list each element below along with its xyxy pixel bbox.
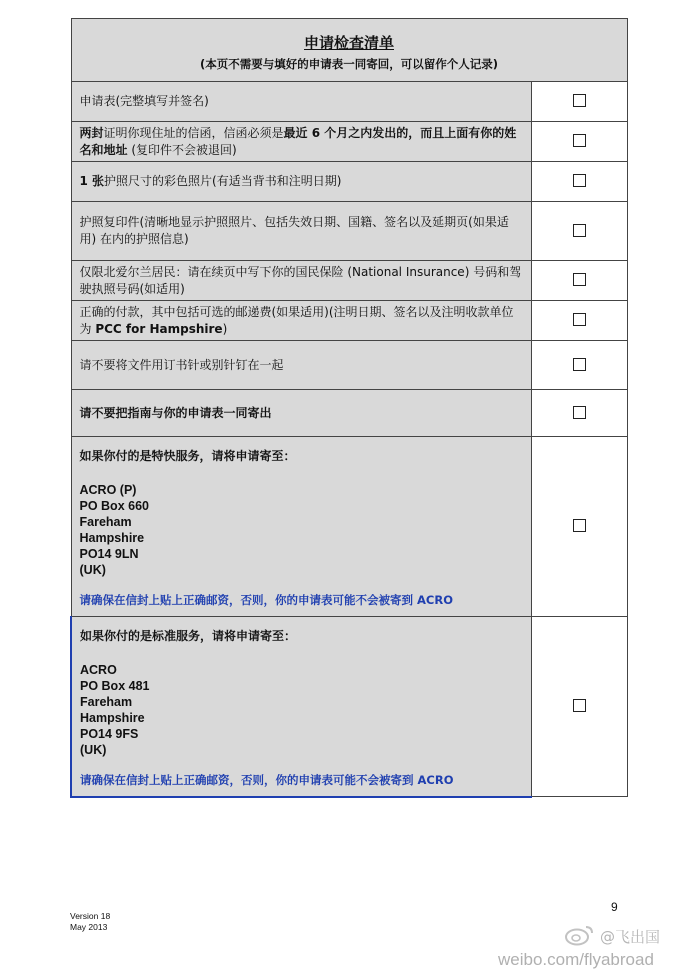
address-line: Fareham	[80, 694, 133, 709]
standard-service-block	[71, 617, 531, 797]
address-line: (UK)	[79, 563, 106, 577]
item-text-bold: 最近 6 个月之内发出的，而且上面有你的姓名和地址	[79, 125, 517, 157]
address-line: PO14 9FS	[80, 726, 139, 741]
express-postage-note: 请确保在信封上贴上正确邮资，否则，你的申请表可能不会被寄到 ACRO	[79, 593, 453, 607]
checkbox[interactable]	[573, 174, 586, 187]
standard-address	[80, 662, 523, 758]
checkbox[interactable]	[573, 273, 586, 286]
standard-intro: 如果你付的是标准服务，请将申请寄至：	[80, 628, 297, 643]
checkbox[interactable]	[573, 134, 586, 147]
item-text: 申请表(完整填写并签名)	[79, 94, 209, 108]
express-address	[80, 482, 523, 578]
address-line: ACRO	[80, 662, 117, 677]
item-passport-copy	[71, 202, 531, 261]
item-text: 护照复印件(清晰地显示护照照片、包括失效日期、国籍、签名以及延期页(如果适用) 在内的护照信息)	[79, 215, 509, 246]
address-line: ACRO (P)	[79, 483, 137, 497]
checklist-title: 申请检查清单	[304, 34, 395, 52]
item-text: )	[222, 321, 228, 336]
item-no-guide	[71, 390, 531, 437]
checkbox[interactable]	[573, 358, 586, 371]
express-intro: 如果你付的是特快服务，请将申请寄至：	[79, 449, 296, 463]
address-line: PO14 9LN	[79, 547, 139, 561]
address-line: Hampshire	[80, 710, 145, 725]
address-line: (UK)	[80, 742, 107, 757]
item-payment	[71, 301, 531, 341]
checkbox[interactable]	[573, 519, 586, 532]
weibo-logo-icon	[564, 924, 596, 946]
item-text: 请不要把指南与你的申请表一同寄出	[79, 405, 272, 420]
item-text: 仅限北爱尔兰居民：请在续页中写下你的国民保险 (National Insurance) 号码和驾驶执照号码(如适用)	[79, 264, 522, 296]
watermark-url: weibo.com/flyabroad	[498, 950, 654, 969]
item-text: 请不要将文件用订书针或别针钉在一起	[79, 357, 284, 372]
item-application-form	[71, 82, 531, 122]
address-line: Fareham	[79, 515, 132, 529]
standard-postage-note: 请确保在信封上贴上正确邮资，否则，你的申请表可能不会被寄到 ACRO	[80, 772, 454, 787]
watermark-handle: @飞出国	[600, 928, 661, 946]
item-text: 护照尺寸的彩色照片(有适当背书和注明日期)	[104, 174, 342, 188]
item-text: 正确的付款，其中包括可选的邮递费(如果适用)(注明日期、签名以及注明收款单位为	[79, 304, 514, 336]
version-label: Version 18	[70, 911, 111, 921]
address-line: PO Box 481	[80, 678, 150, 693]
checklist-header	[71, 19, 627, 82]
item-northern-ireland	[71, 261, 531, 301]
page-number: 9	[611, 900, 618, 914]
express-service-block	[71, 437, 531, 617]
version-info	[70, 911, 110, 933]
address-line: Hampshire	[79, 531, 145, 545]
checkbox[interactable]	[573, 94, 586, 107]
version-date: May 2013	[70, 922, 108, 932]
item-photo	[71, 162, 531, 202]
payee-name: PCC for Hampshire	[95, 321, 223, 336]
checkbox[interactable]	[573, 224, 586, 237]
item-text-bold: 1 张	[79, 174, 105, 188]
item-text: 证明你现住址的信函，信函必须是	[103, 125, 284, 140]
checkbox[interactable]	[573, 406, 586, 419]
checklist-subtitle: (本页不需要与填好的申请表一同寄回，可以留作个人记录)	[200, 57, 499, 71]
checklist-table	[70, 18, 628, 798]
checkbox[interactable]	[573, 699, 586, 712]
item-no-staples	[71, 341, 531, 390]
checkbox[interactable]	[573, 313, 586, 326]
item-text-bold: 两封	[79, 125, 104, 140]
item-address-letters	[71, 122, 531, 162]
address-line: PO Box 660	[79, 499, 149, 513]
item-text: (复印件不会被退回)	[127, 142, 237, 157]
